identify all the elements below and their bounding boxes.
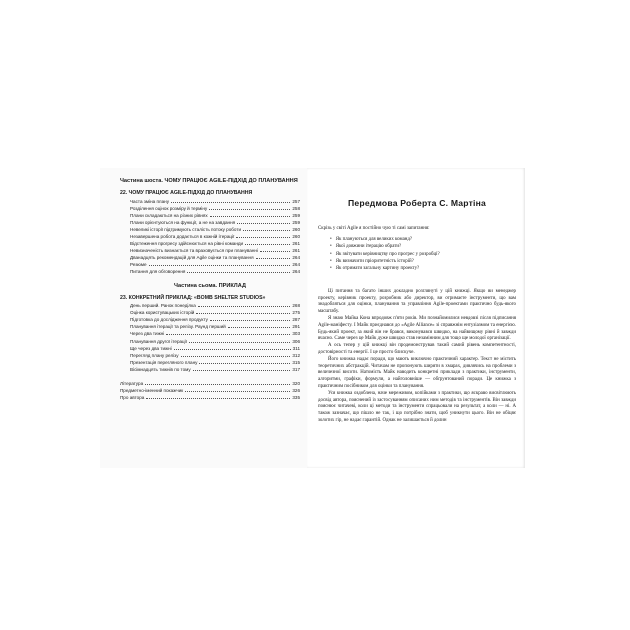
toc-entry-title: Відстеження прогресу здійснюється на рівні команди (130, 241, 244, 247)
toc-entry-title: Резюме (130, 262, 147, 268)
question-item: • Як звітувати керівництву про прогрес у розробці? (330, 251, 516, 258)
toc-page-number: 261 (292, 248, 300, 254)
toc-page-number: 259 (292, 219, 300, 225)
chapter-23-entries (120, 302, 300, 373)
back-matter-entries (120, 380, 300, 401)
toc-page-number: 259 (292, 212, 300, 218)
toc-entry (120, 198, 300, 205)
foreword-body (318, 289, 516, 425)
toc-page-number: 315 (292, 359, 300, 365)
toc-page-number: 261 (292, 241, 300, 247)
toc-leader-dots (209, 209, 290, 210)
toc-page-number: 258 (292, 205, 300, 211)
toc-entry-title: Планування другої ітерації (130, 338, 187, 344)
toc-entry (120, 302, 300, 309)
toc-leader-dots (149, 265, 291, 266)
foreword-paragraph: А ось тепер у цій книжці він продемонстрував такий самий рівень компетентності, достовірності та енергії. І це просто блискуче. (318, 343, 516, 355)
toc-entry-title: Питання для обговорення (130, 269, 186, 275)
toc-leader-dots (174, 349, 291, 350)
toc-entry-title: Вісімнадцять тижнів по тому (130, 366, 191, 372)
toc-page-number: 268 (292, 303, 300, 309)
toc-leader-dots (166, 334, 290, 335)
toc-page-number: 264 (292, 255, 300, 261)
chapter-22-title: 22. ЧОМУ ПРАЦЮЄ AGILE-ПІДХІД ДО ПЛАНУВАННЯ (120, 190, 253, 196)
toc-leader-dots (260, 251, 290, 252)
question-item: • Як визначити пріоритетність історій? (330, 258, 516, 265)
toc-entry-title: Незавершена робота додається в кожній ітерації (130, 233, 235, 239)
toc-entry (120, 205, 300, 212)
toc-leader-dots (199, 363, 290, 364)
toc-entry (120, 366, 300, 373)
foreword-paragraph: Уся книжка оздоблена, наче мереживом, копійками з практики, що яскраво висвітлюють досвід автора, пояснений із застосуванням описаних ним методів та інструментів. Він завжди пояснює читачеві, коли ці методи та інструменти спрацьовали на результат, а коли — ні. А також зазначає, що пішло не так, і що потрібно знати, щоб уникнути цього. Він не обіцяє золотих гір, не надає гарантій. Однак не залишається й долин (318, 390, 516, 423)
toc-page-number: 264 (292, 269, 300, 275)
toc-entry (120, 309, 300, 316)
toc-entry (120, 268, 300, 275)
toc-entry-title: Про автора (120, 395, 145, 401)
toc-leader-dots (185, 391, 290, 392)
toc-entry-title: Оцінка користувацьких історій (130, 310, 195, 316)
foreword-paragraph: Я знаю Майка Кона впродовж п'яти років. Ми познайомилися невдовзі після підписання Agile-маніфесту. І Майк приєднався до «Agile Alliance» зі справжнім ентузіазмом та енергією. Будь-який проект, за який він не брався, виконувався швидко, на найвищому рівні й завжди вчасно. Саме через це Майк дуже швидко став незамінним для тощо ще молодої організації. (318, 316, 516, 342)
toc-entry-title: Невеликі історії підтримують сталість потоку роботи (130, 226, 242, 232)
toc-entry-title: Ще через два тижні (130, 345, 172, 351)
toc-entry-title: Література (120, 380, 144, 386)
toc-page-number: 306 (292, 338, 300, 344)
toc-leader-dots (193, 370, 291, 371)
toc-entry (120, 247, 300, 254)
question-item: • Якої довжини ітерацію обрати? (330, 243, 516, 250)
toc-entry (120, 380, 300, 387)
foreword-intro: Скрізь у світі Agile я постійно чую ті самі запитання: (318, 226, 430, 231)
toc-leader-dots (256, 258, 291, 259)
toc-leader-dots (228, 327, 291, 328)
question-list (318, 236, 516, 273)
chapter-23-title: 23. КОНКРЕТНИЙ ПРИКЛАД: «BOMB SHELTER STUDIOS» (120, 294, 266, 301)
toc-entry (120, 330, 300, 337)
toc-entry (120, 352, 300, 359)
toc-page-number: 287 (292, 317, 300, 323)
toc-entry (120, 219, 300, 226)
chapter-22-entries (120, 198, 300, 276)
toc-entry-title: Предметно-іменний покажчик (120, 388, 184, 394)
toc-leader-dots (146, 398, 290, 399)
toc-page-number: 260 (292, 233, 300, 239)
toc-entry (120, 240, 300, 247)
toc-entry-title: Плани складаються на різних рівнях (130, 212, 208, 218)
toc-leader-dots (245, 244, 290, 245)
toc-leader-dots (196, 313, 290, 314)
toc-entry-title: Розділення оцінок розміру й терміну (130, 205, 208, 211)
toc-leader-dots (210, 216, 291, 217)
question-item: • Як отримати загальну картину проекту? (330, 265, 516, 272)
toc-entry-title: Часта зміна плану (130, 198, 170, 204)
toc-page-number: 335 (292, 395, 300, 401)
toc-entry-title: Невизначеність визнається та враховується при плануванні (130, 248, 258, 254)
toc-leader-dots (181, 356, 291, 357)
book-spread (100, 168, 525, 468)
foreword-paragraph: Ці питання та багато інших докладно розглянуті у цій книжці. Якщо ви менеджер проекту, керівник проекту, розробник або директор, ви отримаєте інструменти, що вам знадобляться для оцінки, планування та управління Agile-проектами практично будь-якого масштабу. (318, 288, 516, 315)
toc-entry-title: Презентація перегляного плану (130, 359, 198, 365)
toc-leader-dots (171, 202, 290, 203)
toc-entry (120, 359, 300, 366)
toc-entry (120, 212, 300, 219)
toc-leader-dots (145, 384, 290, 385)
toc-page-number: 291 (292, 324, 300, 330)
toc-entry (120, 226, 300, 233)
toc-entry-title: Через два тижні (130, 331, 165, 337)
part-six-heading: Частина шоста. ЧОМУ ПРАЦЮЄ AGILE-ПІДХІД ДО ПЛАНУВАННЯ (120, 178, 298, 184)
toc-entry-title: Перегляд плану релізу (130, 352, 179, 358)
foreword-title: Передмова Роберта С. Мартіна (348, 198, 486, 208)
toc-entry (120, 338, 300, 345)
toc-page (100, 168, 307, 468)
toc-page-number: 320 (292, 380, 300, 386)
foreword-page (307, 168, 525, 468)
toc-leader-dots (243, 230, 290, 231)
toc-page-number: 312 (292, 352, 300, 358)
toc-entry (120, 261, 300, 268)
toc-entry (120, 394, 300, 401)
toc-leader-dots (198, 306, 291, 307)
toc-entry-title: Дванадцять рекомендацій для Agile оцінки та планування (130, 255, 254, 261)
foreword-paragraph: Його книжка надає поради, що мають виключно практичний характер. Текст не містить теоретичних абстракцій. Читачам не пропонують ширяти в хмарах, дивлячись на проблеми з величезної висоти. Натомість Майк наводить конкретні приклади з практики, інструменти, алгоритми, графіки, формули, а найголовніше — обґрунтований поради. Це книжка з практичним посібником для оцінки та планування. (318, 356, 516, 389)
toc-entry (120, 254, 300, 261)
toc-page-number: 264 (292, 262, 300, 268)
toc-entry (120, 233, 300, 240)
toc-page-number: 260 (292, 226, 300, 232)
part-seven-heading: Частина сьома. ПРИКЛАД (174, 282, 246, 289)
toc-page-number: 303 (292, 331, 300, 337)
question-item: • Як плануються для великих команд? (330, 236, 516, 243)
toc-page-number: 275 (292, 310, 300, 316)
toc-entry (120, 387, 300, 394)
toc-leader-dots (236, 237, 290, 238)
toc-page-number: 311 (292, 345, 300, 351)
toc-entry-title: День перший. Ранок понеділка (130, 303, 196, 309)
toc-page-number: 326 (292, 388, 300, 394)
toc-page-number: 317 (292, 366, 300, 372)
toc-page-number: 257 (292, 198, 300, 204)
toc-leader-dots (189, 342, 290, 343)
toc-entry (120, 323, 300, 330)
toc-leader-dots (237, 223, 290, 224)
toc-entry (120, 345, 300, 352)
toc-entry-title: Плани орієнтуються на функції, а не на завдання (130, 219, 236, 225)
toc-leader-dots (187, 272, 290, 273)
toc-entry (120, 316, 300, 323)
toc-entry-title: Підготовка до дослідження продукту (130, 317, 208, 323)
toc-entry-title: Планування ітерації та релізу. Раунд перший (130, 324, 226, 330)
toc-leader-dots (210, 320, 290, 321)
